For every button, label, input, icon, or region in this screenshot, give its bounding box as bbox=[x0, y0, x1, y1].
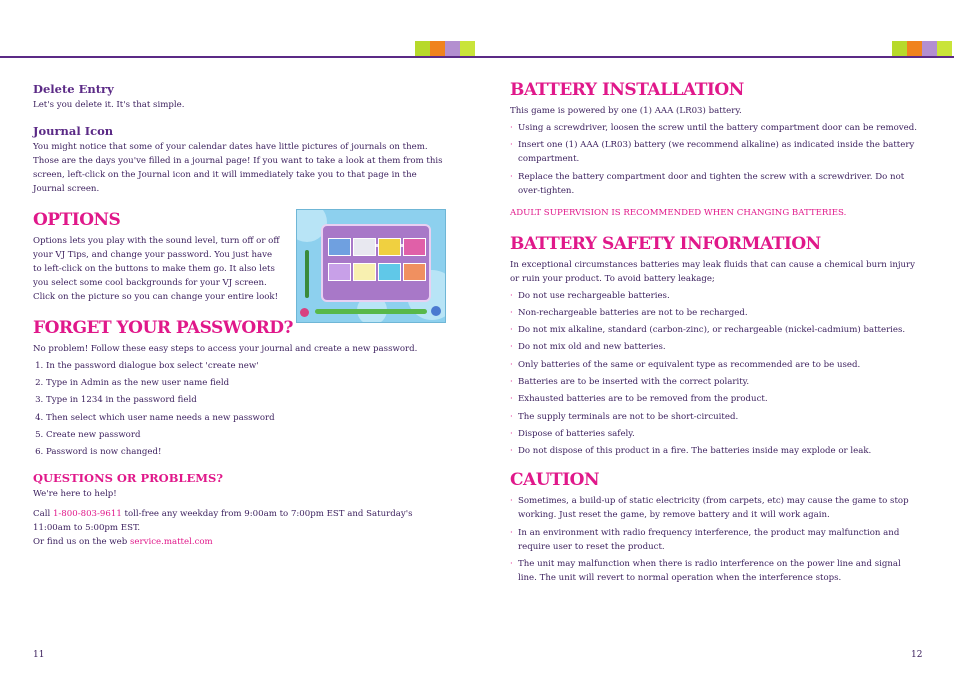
step-item: 1. In the password dialogue box select 'create new' bbox=[46, 359, 443, 373]
forget-password-intro: No problem! Follow these easy steps to access your journal and create a new password. bbox=[33, 344, 418, 354]
battery-safety-intro: In exceptional circumstances batteries may leak fluids that can cause a chemical burn injury or ruin your product. To avoid battery leakage; bbox=[510, 259, 916, 284]
help-text: We're here to help! bbox=[33, 488, 117, 499]
options-heading: OPTIONS bbox=[33, 210, 121, 230]
web-link[interactable]: service.mattel.com bbox=[129, 536, 213, 547]
list-item: · Do not mix old and new batteries. bbox=[510, 340, 920, 354]
delete-entry-text: Let's you delete it. It's that simple. bbox=[33, 100, 185, 110]
adult-supervision-warning: ADULT SUPERVISION IS RECOMMENDED WHEN CHANGING BATTERIES. bbox=[510, 207, 847, 218]
list-item: · Do not dispose of this product in a fire. The batteries inside may explode or leak. bbox=[510, 444, 920, 458]
list-item: · Do not use rechargeable batteries. bbox=[510, 289, 920, 303]
battery-installation-heading: BATTERY INSTALLATION bbox=[510, 80, 744, 100]
safety-list bbox=[510, 289, 920, 459]
step-item: 3. Type in 1234 in the password field bbox=[46, 393, 443, 407]
journal-icon-text: You might notice that some of your calendar dates have little pictures of journals on them. Those are the days you've filled in a journal page! If you want to take a look at them from this screen, left-click on the Journal icon and it will immediately take you to that page in the Journal screen. bbox=[33, 142, 443, 194]
list-item: · The supply terminals are not to be short-circuited. bbox=[510, 410, 920, 424]
list-item: · Batteries are to be inserted with the correct polarity. bbox=[510, 375, 920, 389]
journal-icon-heading: Journal Icon bbox=[33, 124, 114, 138]
list-item: · In an environment with radio frequency interference, the product may malfunction and require user to reset the product. bbox=[510, 526, 920, 554]
list-item: · Replace the battery compartment door and tighten the screw with a screwdriver. Do not over-tighten. bbox=[510, 170, 920, 198]
list-item: · Exhausted batteries are to be removed from the product. bbox=[510, 392, 920, 406]
password-steps bbox=[33, 359, 443, 459]
caution-heading: CAUTION bbox=[510, 470, 599, 491]
battery-installation-intro: This game is powered by one (1) AAA (LR03) battery. bbox=[510, 106, 742, 116]
page-number-left: 11 bbox=[33, 650, 45, 660]
color-swatches-right bbox=[892, 41, 952, 56]
page-number-right: 12 bbox=[911, 650, 923, 660]
delete-entry-heading: Delete Entry bbox=[33, 82, 114, 96]
caution-list bbox=[510, 494, 920, 585]
step-item: 6. Password is now changed! bbox=[46, 445, 443, 459]
options-text: Options lets you play with the sound level, turn off or off your VJ Tips, and change your password. You just have to left-click on the buttons to make them go. It also lets you select some cool backgrounds for your VJ screen. Click on the picture so you can change your entire look! bbox=[33, 236, 280, 302]
list-item: · Insert one (1) AAA (LR03) battery (we recommend alkaline) as indicated inside the battery compartment. bbox=[510, 138, 920, 166]
step-item: 5. Create new password bbox=[46, 428, 443, 442]
list-item: · Only batteries of the same or equivalent type as recommended are to be used. bbox=[510, 358, 920, 372]
web-text: Or find us on the web service.mattel.com bbox=[33, 536, 213, 547]
list-item: · Using a screwdriver, loosen the screw until the battery compartment door can be removed. bbox=[510, 121, 920, 135]
list-item: · Dispose of batteries safely. bbox=[510, 427, 920, 441]
list-item: · Do not mix alkaline, standard (carbon-zinc), or rechargeable (nickel-cadmium) batteries. bbox=[510, 323, 920, 337]
list-item: · The unit may malfunction when there is radio interference on the power line and signal line. The unit will revert to normal operation when the interference stops. bbox=[510, 557, 920, 585]
step-item: 2. Type in Admin as the new user name field bbox=[46, 376, 443, 390]
header-rule bbox=[0, 56, 954, 58]
installation-list bbox=[510, 121, 920, 198]
right-page bbox=[510, 80, 920, 588]
phone-number[interactable]: 1-800-803-9611 bbox=[52, 508, 122, 519]
questions-heading: QUESTIONS OR PROBLEMS? bbox=[33, 470, 224, 485]
step-item: 4. Then select which user name needs a new password bbox=[46, 411, 443, 425]
list-item: · Non-rechargeable batteries are not to be recharged. bbox=[510, 306, 920, 320]
color-swatches-left bbox=[415, 41, 475, 56]
forget-password-heading: FORGET YOUR PASSWORD? bbox=[33, 318, 294, 338]
battery-safety-heading: BATTERY SAFETY INFORMATION bbox=[510, 233, 821, 254]
contact-text: Call 1-800-803-9611 toll-free any weekday from 9:00am to 7:00pm EST and Saturday's 11:00am to 5:00pm EST. bbox=[33, 508, 413, 533]
list-item: · Sometimes, a build-up of static electricity (from carpets, etc) may cause the game to stop working. Just reset the game, by remove battery and it will work again. bbox=[510, 494, 920, 522]
options-screenshot bbox=[296, 209, 446, 323]
